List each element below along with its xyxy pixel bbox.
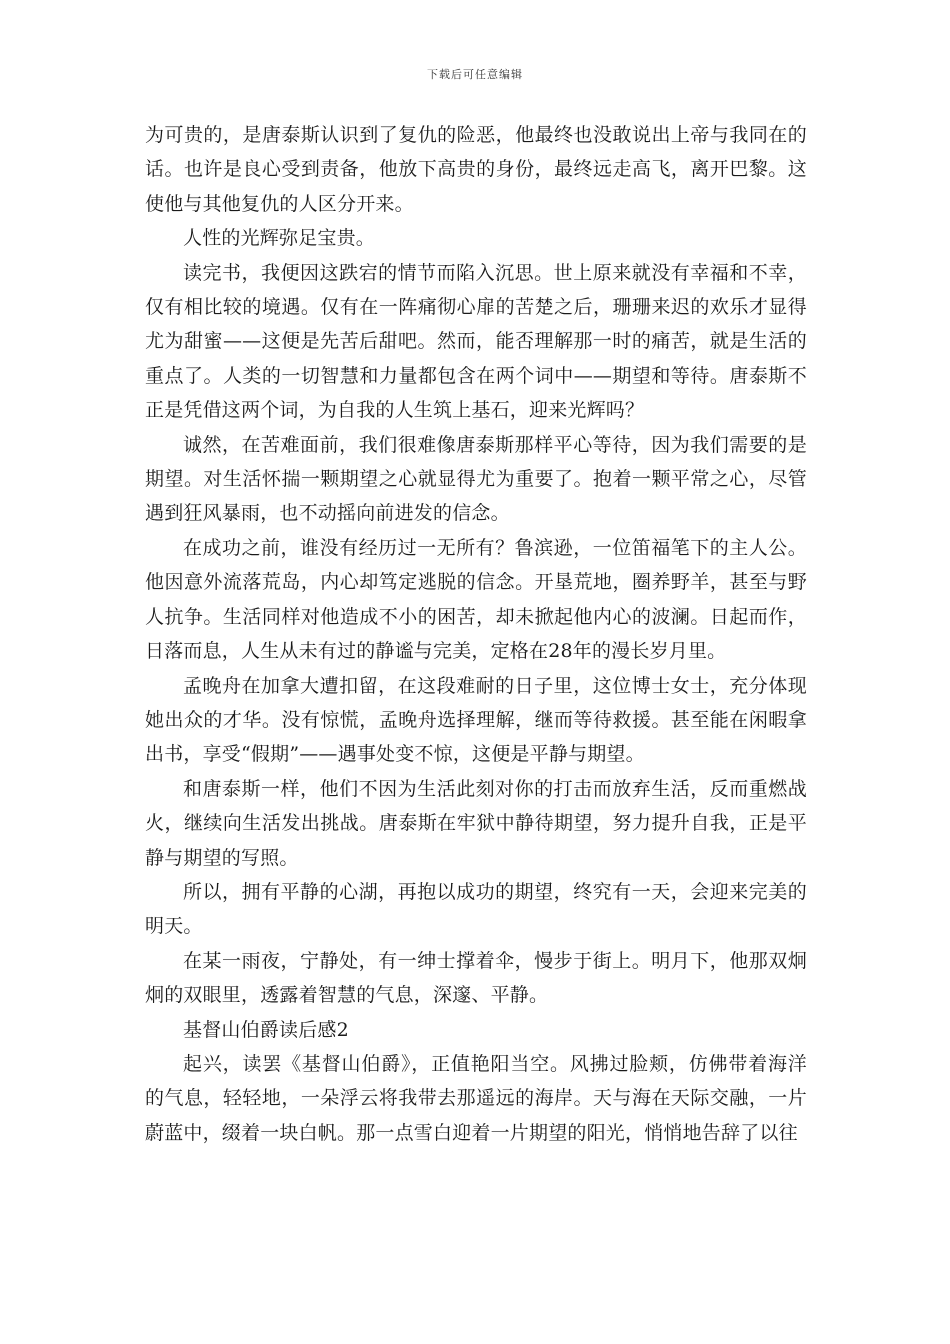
paragraph: 所以，拥有平静的心湖，再抱以成功的期望，终究有一天，会迎来完美的明天。 <box>145 880 807 938</box>
paragraph: 人性的光辉弥足宝贵。 <box>183 227 376 250</box>
paragraph: 孟晚舟在加拿大遭扣留，在这段难耐的日子里，这位博士女士，充分体现她出众的才华。没有惊慌，孟晚舟选择理解，继而等待救援。甚至能在闲暇拿出书，享受“假期”——遇事处变不惊，这便是平静与期望。 <box>145 674 807 766</box>
paragraph: 诚然，在苦难面前，我们很难像唐泰斯那样平心等待，因为我们需要的是期望。对生活怀揣一颗期望之心就显得尤为重要了。抱着一颗平常之心，尽管遇到狂风暴雨，也不动摇向前进发的信念。 <box>145 433 807 525</box>
page-header: 下载后可任意编辑 <box>427 68 523 81</box>
paragraph-continued: 为可贵的，是唐泰斯认识到了复仇的险恶，他最终也没敢说出上帝与我同在的话。也许是良心受到责备，他放下高贵的身份，最终远走高飞，离开巴黎。这使他与其他复仇的人区分开来。 <box>145 124 807 215</box>
document-body <box>145 118 807 1150</box>
paragraph: 和唐泰斯一样，他们不因为生活此刻对你的打击而放弃生活，反而重燃战火，继续向生活发出挑战。唐泰斯在牢狱中静待期望，努力提升自我，正是平静与期望的写照。 <box>145 777 807 869</box>
paragraph: 在某一雨夜，宁静处，有一绅士撑着伞，慢步于街上。明月下，他那双炯炯的双眼里，透露着智慧的气息，深邃、平静。 <box>145 949 807 1007</box>
section-heading: 基督山伯爵读后感2 <box>183 1018 349 1041</box>
paragraph: 在成功之前，谁没有经历过一无所有？鲁滨逊，一位笛福笔下的主人公。他因意外流落荒岛，内心却笃定逃脱的信念。开垦荒地，圈养野羊，甚至与野人抗争。生活同样对他造成不小的困苦，却未掀起他内心的波澜。日起而作，日落而息，人生从未有过的静谧与完美，定格在28年的漫长岁月里。 <box>145 536 807 663</box>
paragraph: 读完书，我便因这跌宕的情节而陷入沉思。世上原来就没有幸福和不幸，仅有相比较的境遇。仅有在一阵痛彻心扉的苦楚之后，珊珊来迟的欢乐才显得尤为甜蜜——这便是先苦后甜吧。然而，能否理解那一时的痛苦，就是生活的重点了。人类的一切智慧和力量都包含在两个词中——期望和等待。唐泰斯不正是凭借这两个词，为自我的人生筑上基石，迎来光辉吗？ <box>145 261 807 422</box>
paragraph: 起兴，读罢《基督山伯爵》，正值艳阳当空。风拂过脸颊，仿佛带着海洋的气息，轻轻地，一朵浮云将我带去那遥远的海岸。天与海在天际交融，一片蔚蓝中，缀着一块白帆。那一点雪白迎着一片期望的阳光，悄悄地告辞了以往 <box>145 1052 807 1144</box>
